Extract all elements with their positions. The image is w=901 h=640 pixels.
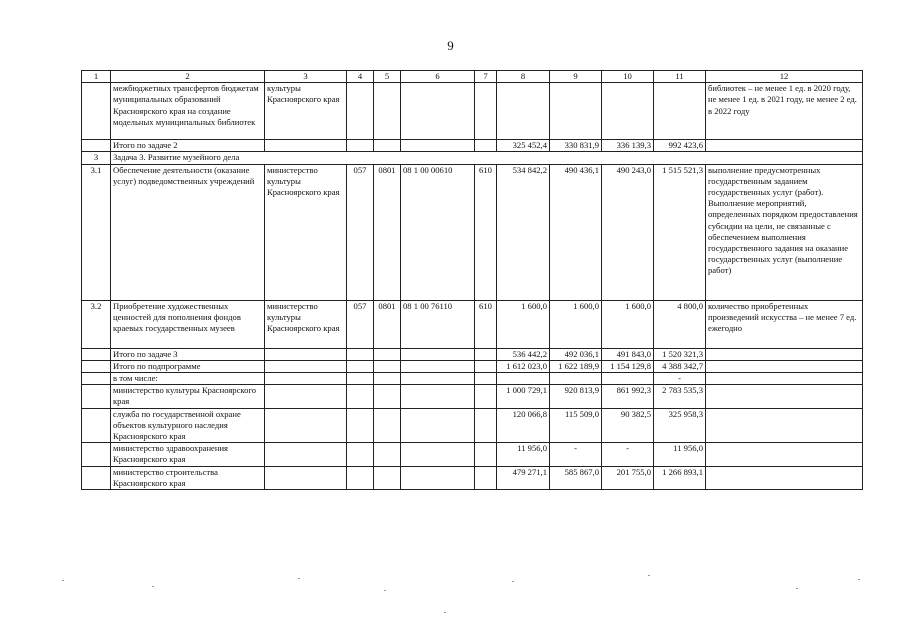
- row-name: в том числе:: [111, 373, 265, 385]
- row-c6: [401, 408, 475, 443]
- row-c6: [401, 385, 475, 408]
- row-v9: 1 622 189,9: [550, 360, 602, 372]
- row-c4: [347, 373, 374, 385]
- table-row: [82, 360, 863, 372]
- row-result: количество приобретенных произведений искусства – не менее 7 ед. ежегодно: [706, 300, 863, 348]
- row-number: [82, 140, 111, 152]
- row-v10: 201 755,0: [602, 466, 654, 489]
- table-row: [82, 385, 863, 408]
- row-c7: [475, 385, 497, 408]
- row-executor: [265, 360, 347, 372]
- table-row: [82, 83, 863, 140]
- row-number: [82, 373, 111, 385]
- row-c5: [374, 83, 401, 140]
- header-cell: 9: [550, 71, 602, 83]
- row-name: Приобретение художественных ценностей для пополнения фондов краевых государственных музеев: [111, 300, 265, 348]
- row-v9: -: [550, 443, 602, 466]
- row-number: [82, 385, 111, 408]
- row-c7: [475, 466, 497, 489]
- row-c5: 0801: [374, 164, 401, 300]
- row-v8: 325 452,4: [497, 140, 550, 152]
- scan-speck: [858, 579, 860, 580]
- row-c7: [475, 408, 497, 443]
- row-v8: [497, 83, 550, 140]
- table-row: [82, 348, 863, 360]
- row-v9: 585 867,0: [550, 466, 602, 489]
- row-c6: [401, 443, 475, 466]
- row-c7: [475, 443, 497, 466]
- row-name: Итого по задаче 2: [111, 140, 265, 152]
- row-result: [706, 348, 863, 360]
- row-result: выполнение предусмотренных государственным заданием государственных услуг (работ). Выполнение мероприятий, определенных порядком предоставления субсидии на цели, не связанные с обеспечением выполнения государственного задания на оказание государственных услуг (выполнение работ): [706, 164, 863, 300]
- row-name: служба по государственной охране объектов культурного наследия Красноярского края: [111, 408, 265, 443]
- row-c7: 610: [475, 164, 497, 300]
- row-c6: [401, 348, 475, 360]
- header-cell: 12: [706, 71, 863, 83]
- row-name: министерство здравоохранения Красноярского края: [111, 443, 265, 466]
- row-c7: [475, 83, 497, 140]
- row-c6: [401, 373, 475, 385]
- row-number: [82, 83, 111, 140]
- header-cell: 2: [111, 71, 265, 83]
- row-v8: 1 600,0: [497, 300, 550, 348]
- header-cell: 3: [265, 71, 347, 83]
- table-row: [82, 373, 863, 385]
- table-row: [82, 443, 863, 466]
- row-c5: 0801: [374, 300, 401, 348]
- row-c4: 057: [347, 300, 374, 348]
- row-name: министерство строительства Красноярского края: [111, 466, 265, 489]
- header-cell: 5: [374, 71, 401, 83]
- row-c6: [401, 83, 475, 140]
- row-c4: 057: [347, 164, 374, 300]
- row-c4: [347, 408, 374, 443]
- header-cell: 7: [475, 71, 497, 83]
- row-name: Итого по задаче 3: [111, 348, 265, 360]
- row-name: министерство культуры Красноярского края: [111, 385, 265, 408]
- row-v8: 534 842,2: [497, 164, 550, 300]
- row-c4: [347, 443, 374, 466]
- header-cell: 1: [82, 71, 111, 83]
- row-executor: [265, 385, 347, 408]
- row-v11: 1 520 321,3: [654, 348, 706, 360]
- scan-speck: [444, 612, 446, 613]
- row-c5: [374, 443, 401, 466]
- row-v11: 1 266 893,1: [654, 466, 706, 489]
- row-v9: 1 600,0: [550, 300, 602, 348]
- row-result: [706, 373, 863, 385]
- page-number: 9: [447, 38, 454, 53]
- row-number: 3.2: [82, 300, 111, 348]
- row-c4: [347, 360, 374, 372]
- row-number: [82, 360, 111, 372]
- row-result: [706, 408, 863, 443]
- row-v9: 490 436,1: [550, 164, 602, 300]
- row-result: библиотек – не менее 1 ед. в 2020 году, не менее 1 ед. в 2021 году, не менее 2 ед. в 2022 году: [706, 83, 863, 140]
- row-result: [706, 443, 863, 466]
- row-v8: 1 000 729,1: [497, 385, 550, 408]
- row-number: [82, 466, 111, 489]
- row-v10: [602, 373, 654, 385]
- row-v11: [654, 83, 706, 140]
- row-v11: 325 958,3: [654, 408, 706, 443]
- row-v11: 2 783 535,3: [654, 385, 706, 408]
- row-v9: [550, 83, 602, 140]
- row-c5: [374, 348, 401, 360]
- row-v8: 1 612 023,0: [497, 360, 550, 372]
- row-c4: [347, 140, 374, 152]
- row-number: 3: [82, 152, 111, 164]
- row-executor: [265, 348, 347, 360]
- row-executor: [265, 466, 347, 489]
- header-cell: 11: [654, 71, 706, 83]
- table-row: [82, 408, 863, 443]
- row-c7: [475, 140, 497, 152]
- scan-speck: [648, 575, 650, 576]
- row-v10: 1 154 129,8: [602, 360, 654, 372]
- row-executor: [265, 408, 347, 443]
- row-v11: 11 956,0: [654, 443, 706, 466]
- table-row: [82, 300, 863, 348]
- row-v10: 1 600,0: [602, 300, 654, 348]
- row-v10: -: [602, 443, 654, 466]
- row-number: [82, 348, 111, 360]
- scan-speck: [152, 586, 154, 587]
- row-c5: [374, 466, 401, 489]
- row-v9: 920 813,9: [550, 385, 602, 408]
- row-name: межбюджетных трансфертов бюджетам муниципальных образований Красноярского края на создание модельных муниципальных библиотек: [111, 83, 265, 140]
- row-v10: 491 843,0: [602, 348, 654, 360]
- scan-speck: [62, 580, 64, 581]
- row-executor: министерство культуры Красноярского края: [265, 164, 347, 300]
- row-v10: [602, 83, 654, 140]
- section-row: [82, 152, 863, 164]
- row-v11: 4 388 342,7: [654, 360, 706, 372]
- budget-table: [81, 70, 863, 490]
- scan-speck: [796, 588, 798, 589]
- row-c6: 08 1 00 00610: [401, 164, 475, 300]
- scan-speck: [298, 578, 300, 579]
- row-c6: [401, 466, 475, 489]
- row-name: Обеспечение деятельности (оказание услуг) подведомственных учреждений: [111, 164, 265, 300]
- table-row: [82, 466, 863, 489]
- row-number: [82, 443, 111, 466]
- row-c5: [374, 360, 401, 372]
- row-result: [706, 360, 863, 372]
- header-cell: 4: [347, 71, 374, 83]
- row-c7: [475, 348, 497, 360]
- row-c5: [374, 385, 401, 408]
- row-result: [706, 466, 863, 489]
- row-v8: 120 066,8: [497, 408, 550, 443]
- row-c4: [347, 348, 374, 360]
- row-c7: [475, 373, 497, 385]
- row-number: 3.1: [82, 164, 111, 300]
- row-executor: [265, 140, 347, 152]
- row-executor: министерство культуры Красноярского края: [265, 300, 347, 348]
- row-v9: 330 831,9: [550, 140, 602, 152]
- row-v8: 11 956,0: [497, 443, 550, 466]
- row-v10: 490 243,0: [602, 164, 654, 300]
- row-result: [706, 140, 863, 152]
- row-c4: [347, 83, 374, 140]
- row-v10: 861 992,3: [602, 385, 654, 408]
- scan-speck: [384, 590, 386, 591]
- row-c7: 610: [475, 300, 497, 348]
- row-c5: [374, 408, 401, 443]
- table-row: [82, 164, 863, 300]
- table-header-row: [82, 71, 863, 83]
- row-v9: 492 036,1: [550, 348, 602, 360]
- row-c4: [347, 466, 374, 489]
- section-title: Задача 3. Развитие музейного дела: [111, 152, 863, 164]
- header-cell: 10: [602, 71, 654, 83]
- row-v10: 336 139,3: [602, 140, 654, 152]
- row-v8: 536 442,2: [497, 348, 550, 360]
- row-v9: 115 509,0: [550, 408, 602, 443]
- row-c5: [374, 140, 401, 152]
- row-v8: 479 271,1: [497, 466, 550, 489]
- row-executor: [265, 443, 347, 466]
- row-v11: 1 515 521,3: [654, 164, 706, 300]
- row-c6: 08 1 00 76110: [401, 300, 475, 348]
- row-executor: [265, 373, 347, 385]
- scan-speck: [512, 581, 514, 582]
- row-v10: 90 382,5: [602, 408, 654, 443]
- row-c6: [401, 140, 475, 152]
- row-v8: [497, 373, 550, 385]
- row-result: [706, 385, 863, 408]
- row-name: Итого по подпрограмме: [111, 360, 265, 372]
- row-executor: культуры Красноярского края: [265, 83, 347, 140]
- row-v11: 4 800,0: [654, 300, 706, 348]
- row-v11: 992 423,6: [654, 140, 706, 152]
- row-c5: [374, 373, 401, 385]
- header-cell: 6: [401, 71, 475, 83]
- table-row: [82, 140, 863, 152]
- row-v9: [550, 373, 602, 385]
- row-v11: -: [654, 373, 706, 385]
- row-c6: [401, 360, 475, 372]
- row-number: [82, 408, 111, 443]
- row-c7: [475, 360, 497, 372]
- row-c4: [347, 385, 374, 408]
- header-cell: 8: [497, 71, 550, 83]
